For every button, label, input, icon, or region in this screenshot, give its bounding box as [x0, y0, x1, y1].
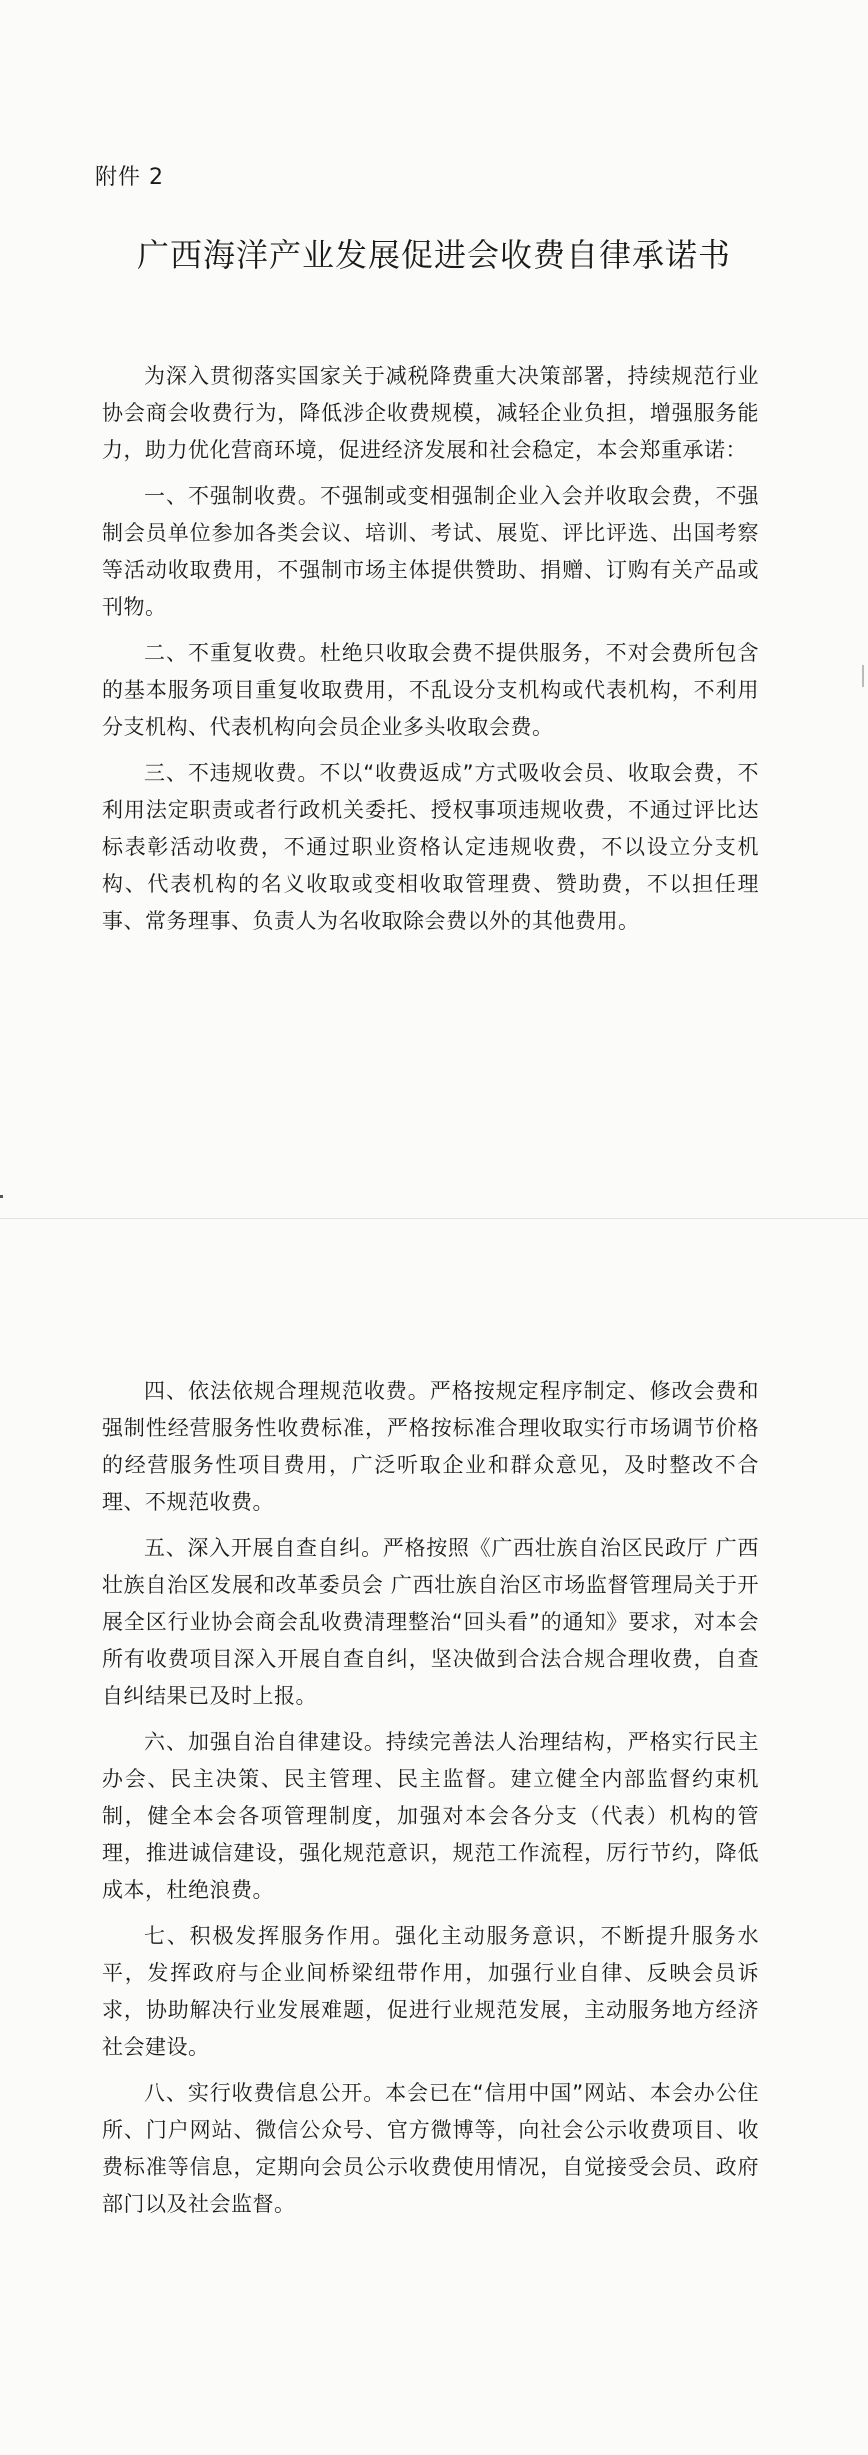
- page1-body: [102, 358, 759, 949]
- document-page-2: [0, 1218, 868, 2455]
- scan-speck: [0, 1195, 3, 1198]
- paragraph-commitment-6: 六、加强自治自律建设。持续完善法人治理结构，严格实行民主办会、民主决策、民主管理、民主监督。建立健全内部监督约束机制，健全本会各项管理制度，加强对本会各分支（代表）机构的管理，推进诚信建设，强化规范意识，规范工作流程，厉行节约，降低成本，杜绝浪费。: [102, 1730, 759, 1902]
- paragraph-commitment-2: 二、不重复收费。杜绝只收取会费不提供服务，不对会费所包含的基本服务项目重复收取费用，不乱设分支机构或代表机构，不利用分支机构、代表机构向会员企业多头收取会费。: [102, 641, 759, 739]
- paragraph-commitment-1: 一、不强制收费。不强制或变相强制企业入会并收取会费，不强制会员单位参加各类会议、培训、考试、展览、评比评选、出国考察等活动收取费用，不强制市场主体提供赞助、捐赠、订购有关产品或刊物。: [102, 484, 759, 619]
- document-page-1: [0, 0, 868, 1218]
- document-title: 广西海洋产业发展促进会收费自律承诺书: [136, 236, 731, 274]
- paragraph-commitment-5: 五、深入开展自查自纠。严格按照《广西壮族自治区民政厅 广西壮族自治区发展和改革委员会 广西壮族自治区市场监督管理局关于开展全区行业协会商会乱收费清理整治“回头看”的通知》要求，对本会所有收费项目深入开展自查自纠，坚决做到合法合规合理收费，自查自纠结果已及时上报。: [102, 1536, 759, 1708]
- paragraph-intro: 为深入贯彻落实国家关于减税降费重大决策部署，持续规范行业协会商会收费行为，降低涉企收费规模，减轻企业负担，增强服务能力，助力优化营商环境，促进经济发展和社会稳定，本会郑重承诺：: [102, 364, 759, 462]
- paragraph-commitment-7: 七、积极发挥服务作用。强化主动服务意识，不断提升服务水平，发挥政府与企业间桥梁纽带作用，加强行业自律、反映会员诉求，协助解决行业发展难题，促进行业规范发展，主动服务地方经济社会建设。: [102, 1924, 759, 2059]
- paragraph-commitment-8: 八、实行收费信息公开。本会已在“信用中国”网站、本会办公住所、门户网站、微信公众号、官方微博等，向社会公示收费项目、收费标准等信息，定期向会员公示收费使用情况，自觉接受会员、政府部门以及社会监督。: [102, 2081, 759, 2216]
- paragraph-commitment-3: 三、不违规收费。不以“收费返成”方式吸收会员、收取会费，不利用法定职责或者行政机关委托、授权事项违规收费，不通过评比达标表彰活动收费，不通过职业资格认定违规收费，不以设立分支机构、代表机构的名义收取或变相收取管理费、赞助费，不以担任理事、常务理事、负责人为名收取除会费以外的其他费用。: [102, 761, 759, 933]
- scan-edge-mark: [862, 665, 864, 687]
- paragraph-commitment-4: 四、依法依规合理规范收费。严格按规定程序制定、修改会费和强制性经营服务性收费标准，严格按标准合理收取实行市场调节价格的经营服务性项目费用，广泛听取企业和群众意见，及时整改不合理、不规范收费。: [102, 1379, 759, 1514]
- page2-body: [102, 1373, 759, 2232]
- attachment-label: 附件 2: [95, 165, 164, 190]
